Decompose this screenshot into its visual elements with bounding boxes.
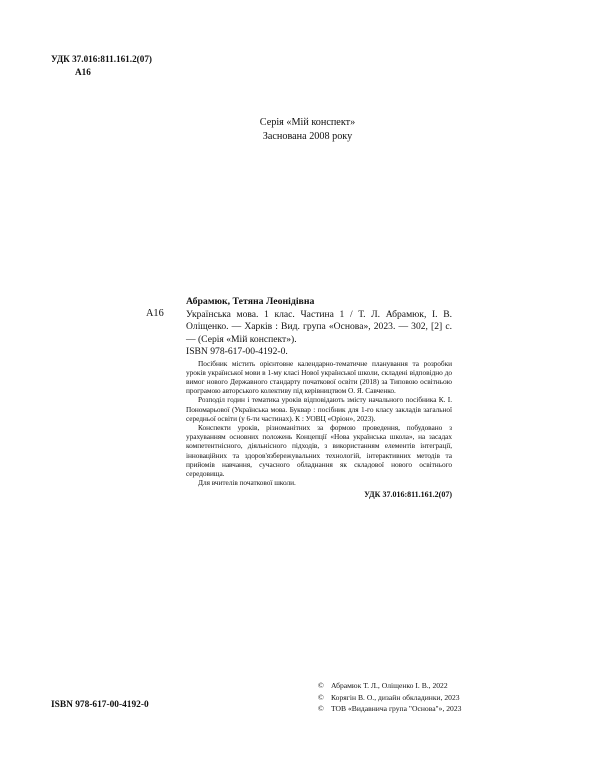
- card-author: Абрамюк, Тетяна Леонідівна: [186, 296, 315, 307]
- copyright-text: ТОВ «Видавнича група "Основа"», 2023: [331, 704, 462, 714]
- card-description: Українська мова. 1 клас. Частина 1 / Т. Л. Абрамюк, І. В. Оліщенко. — Харків : Вид. група «Основа», 2023. — 302, [2] с. — (Серія «Мій конспект»).: [186, 308, 452, 345]
- annotation-paragraph: Конспекти уроків, різноманітних за формою проведення, побудовано з урахуванням основних положень Концепції «Нова українська школа», на засадах компетентнісного, діяльнісного підходів, з використанням елементів інтеграції, інноваційних та здоров'язбережувальних технологій, інтерактивних методів та прийомів навчання, сучасного обладнання як складової нового освітнього середовища.: [186, 422, 452, 478]
- annotation-paragraph: Розподіл годин і тематика уроків відповідають змісту начального посібника К. І. Пономарьової (Українська мова. Буквар : посібник для 1-го класу закладів загальної середньої освіти (у 6-ти частинах). К : УОВЦ «Оріон», 2023).: [186, 395, 452, 423]
- copyright-text: Корягін В. О., дизайн обкладинки, 2023: [331, 692, 460, 702]
- copyright-icon: ©: [318, 681, 324, 690]
- udc-code: УДК 37.016:811.161.2(07): [51, 54, 152, 64]
- card-udc: УДК 37.016:811.161.2(07): [364, 490, 452, 500]
- card-isbn: ISBN 978-617-00-4192-0.: [186, 346, 288, 357]
- annotation-paragraph: Посібник містить орієнтовне календарно-тематичне планування та розробки уроків української мови в 1-му класі Нової української школи, складені відповідно до вимог нового Державного стандарту початкової освіти (2018) за Типовою освітньою програмою авторського колективу під керівництвом О. Я. Савченко.: [186, 358, 452, 396]
- author-index: А16: [75, 67, 91, 77]
- card-annotation: [186, 359, 452, 488]
- copyright-line: [318, 680, 461, 692]
- series-block: [0, 116, 595, 143]
- catalog-card: [186, 296, 452, 502]
- isbn-footer: ISBN 978-617-00-4192-0: [51, 700, 149, 710]
- copyright-text: Абрамюк Т. Л., Оліщенко І. В., 2022: [331, 681, 448, 690]
- udc-header: [51, 53, 152, 79]
- series-founded: Заснована 2008 року: [262, 130, 353, 142]
- copyright-icon: ©: [318, 692, 324, 702]
- copyright-line: [318, 692, 461, 704]
- card-author-index: А16: [146, 308, 164, 319]
- copyright-block: [318, 680, 461, 715]
- copyright-line: [318, 703, 461, 715]
- copyright-icon: ©: [318, 704, 324, 714]
- series-name: Серія «Мій конспект»: [259, 117, 356, 128]
- annotation-paragraph: Для вчителів початкової школи.: [198, 478, 296, 488]
